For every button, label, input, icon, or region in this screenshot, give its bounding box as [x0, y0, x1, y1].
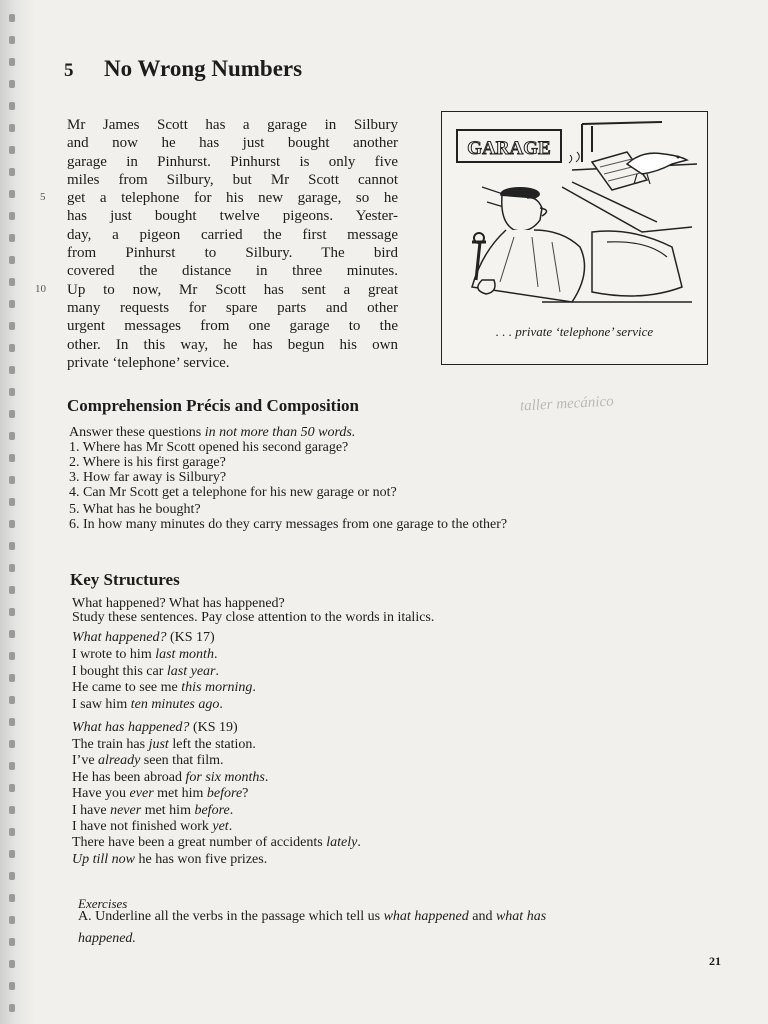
binding-hole	[9, 630, 15, 638]
binding-hole	[9, 14, 15, 22]
illustration-frame	[441, 111, 708, 365]
binding-hole	[9, 58, 15, 66]
passage-line: from Pinhurst to Silbury. The bird	[67, 245, 398, 262]
page-number: 21	[709, 954, 721, 968]
binding-hole	[9, 960, 15, 968]
example-sentence	[72, 852, 267, 868]
binding-hole	[9, 388, 15, 396]
binding-hole	[9, 1004, 15, 1012]
example-emphasis: ten minutes ago	[130, 696, 220, 712]
example-text: I bought this car	[72, 663, 167, 679]
handwritten-margin-note: taller mecánico	[519, 393, 615, 415]
example-sentence	[72, 664, 219, 680]
binding-hole	[9, 586, 15, 594]
example-text: left the station.	[168, 737, 256, 752]
passage-line: and now he has just bought another	[67, 135, 398, 152]
passage-line: private ‘telephone’ service.	[67, 354, 230, 371]
group2-ref: (KS 19)	[189, 720, 238, 735]
exercise-a	[78, 909, 546, 925]
example-sentence	[72, 753, 224, 769]
example-emphasis: ever	[129, 786, 154, 802]
exercise-a-line2: happened.	[78, 931, 136, 946]
binding-hole	[9, 652, 15, 660]
binding-hole	[9, 454, 15, 462]
passage-line: covered the distance in three minutes.	[67, 263, 398, 280]
binding-hole	[9, 762, 15, 770]
binding-hole	[9, 850, 15, 858]
key-structures-heading: Key Structures	[70, 570, 180, 589]
example-emphasis: yet	[212, 819, 229, 834]
example-sentence	[72, 819, 232, 835]
example-emphasis: never	[110, 802, 142, 818]
binding-hole	[9, 894, 15, 902]
mechanic-pigeon-illustration	[442, 112, 707, 317]
binding-hole	[9, 740, 15, 748]
example-sentence	[72, 680, 256, 696]
example-text: There have been a great number of accidents	[72, 835, 327, 851]
binding-hole	[9, 410, 15, 418]
binding-hole	[9, 828, 15, 836]
example-sentence	[72, 647, 217, 663]
binding-hole	[9, 872, 15, 880]
binding-hole	[9, 608, 15, 616]
example-text: met him	[153, 786, 207, 802]
question-item: 4. Can Mr Scott get a telephone for his new garage or not?	[69, 485, 397, 500]
passage-line: many requests for spare parts and other	[67, 299, 398, 316]
binding-hole	[9, 366, 15, 374]
comprehension-heading: Comprehension Précis and Composition	[67, 396, 360, 415]
binding-hole	[9, 784, 15, 792]
example-text: I have	[72, 802, 111, 818]
binding-hole	[9, 322, 15, 330]
comprehension-instruction	[69, 425, 355, 441]
example-text: Have you	[72, 786, 130, 802]
binding-hole	[9, 718, 15, 726]
key-structures-intro-2: Study these sentences. Pay close attention to the words in italics.	[72, 610, 435, 625]
group1-ref: (KS 17)	[166, 630, 215, 645]
example-sentence	[72, 803, 233, 819]
example-emphasis: before	[194, 802, 230, 818]
book-binding-shadow	[0, 0, 34, 1024]
group1-title	[72, 630, 215, 646]
binding-hole	[9, 80, 15, 88]
example-text: .	[228, 819, 233, 834]
exercises-label: Exercises	[78, 896, 128, 911]
passage-line: other. In this way, he has begun his own	[67, 336, 398, 353]
example-emphasis: this morning	[181, 680, 253, 695]
exercise-a-text: A. Underline all the verbs in the passage which tell us	[78, 909, 384, 924]
lesson-title: No Wrong Numbers	[104, 56, 303, 81]
example-emphasis: last month	[155, 647, 214, 662]
binding-hole	[9, 190, 15, 198]
binding-hole	[9, 212, 15, 220]
passage-line: garage in Pinhurst. Pinhurst is only five	[67, 153, 398, 170]
example-sentence	[72, 786, 248, 802]
binding-hole	[9, 344, 15, 352]
line-number-5: 5	[40, 191, 46, 203]
binding-hole	[9, 982, 15, 990]
binding-hole	[9, 674, 15, 682]
example-sentence	[72, 770, 268, 786]
example-sentence	[72, 737, 256, 753]
question-item: 1. Where has Mr Scott opened his second garage?	[69, 440, 349, 455]
passage-line: day, a pigeon carried the first message	[67, 226, 398, 243]
binding-hole	[9, 564, 15, 572]
example-emphasis: already	[98, 753, 141, 769]
question-item: 6. In how many minutes do they carry messages from one garage to the other?	[69, 517, 508, 532]
binding-hole	[9, 696, 15, 704]
example-text: He has been abroad	[72, 769, 186, 785]
example-emphasis: lately	[326, 835, 358, 851]
example-emphasis: before	[206, 786, 243, 802]
passage-line: urgent messages from one garage to the	[67, 318, 398, 335]
passage-line: get a telephone for his new garage, so he	[67, 190, 398, 207]
binding-hole	[9, 498, 15, 506]
example-sentence	[72, 835, 361, 851]
instruction-lead: Answer these questions	[69, 425, 202, 440]
binding-hole	[9, 102, 15, 110]
exercise-a-emph1: what happened	[383, 909, 469, 924]
binding-hole	[9, 234, 15, 242]
example-text: .	[264, 769, 269, 785]
example-text: he has won five prizes.	[135, 851, 268, 867]
example-text: I have not finished work	[72, 819, 213, 834]
group2-title-text: What has happened?	[72, 720, 190, 735]
example-text: .	[213, 647, 218, 662]
binding-hole	[9, 278, 15, 286]
passage-line: has just bought twelve pigeons. Yester-	[67, 208, 398, 225]
binding-hole	[9, 938, 15, 946]
line-number-10: 10	[35, 283, 46, 295]
key-structures-intro-1: What happened? What has happened?	[72, 596, 285, 611]
binding-hole	[9, 542, 15, 550]
example-text: met him	[141, 802, 195, 818]
binding-hole	[9, 146, 15, 154]
example-emphasis: Up till now	[72, 851, 136, 867]
example-sentence	[72, 697, 223, 713]
passage	[67, 116, 398, 372]
binding-hole	[9, 256, 15, 264]
binding-hole	[9, 476, 15, 484]
binding-hole	[9, 432, 15, 440]
group2-title	[72, 720, 238, 736]
passage-line: Up to now, Mr Scott has sent a great	[67, 281, 398, 298]
example-text: .	[215, 663, 219, 679]
example-text: .	[252, 680, 256, 695]
example-text: ?	[242, 786, 249, 802]
binding-hole	[9, 36, 15, 44]
binding-hole	[9, 168, 15, 176]
binding-hole	[9, 520, 15, 528]
illustration-caption: . . . private ‘telephone’ service	[495, 324, 654, 339]
example-text: .	[357, 835, 361, 851]
example-text: He came to see me	[72, 680, 182, 695]
example-text: I wrote to him	[72, 647, 156, 662]
binding-hole	[9, 300, 15, 308]
binding-hole	[9, 806, 15, 814]
example-text: .	[219, 696, 223, 712]
example-emphasis: last year	[166, 663, 216, 679]
question-item: 3. How far away is Silbury?	[69, 470, 227, 485]
question-item: 5. What has he bought?	[69, 502, 201, 517]
question-item: 2. Where is his first garage?	[69, 455, 226, 470]
binding-hole	[9, 916, 15, 924]
example-emphasis: just	[148, 737, 169, 752]
garage-sign-text: GARAGE	[467, 138, 551, 159]
binding-hole	[9, 124, 15, 132]
example-text: .	[229, 802, 234, 818]
example-emphasis: for six months	[185, 769, 265, 785]
example-text: The train has	[72, 737, 149, 752]
group1-title-text: What happened?	[72, 630, 167, 645]
exercise-a-mid: and	[468, 909, 496, 924]
example-text: I saw him	[72, 696, 131, 712]
passage-line: miles from Silbury, but Mr Scott cannot	[67, 171, 398, 188]
example-text: I’ve	[72, 753, 99, 769]
instruction-emphasis: in not more than 50 words.	[204, 425, 356, 440]
example-text: seen that film.	[140, 753, 224, 769]
exercise-a-emph2: what has	[495, 909, 547, 924]
lesson-number: 5	[64, 60, 74, 81]
passage-line: Mr James Scott has a garage in Silbury	[67, 117, 398, 133]
